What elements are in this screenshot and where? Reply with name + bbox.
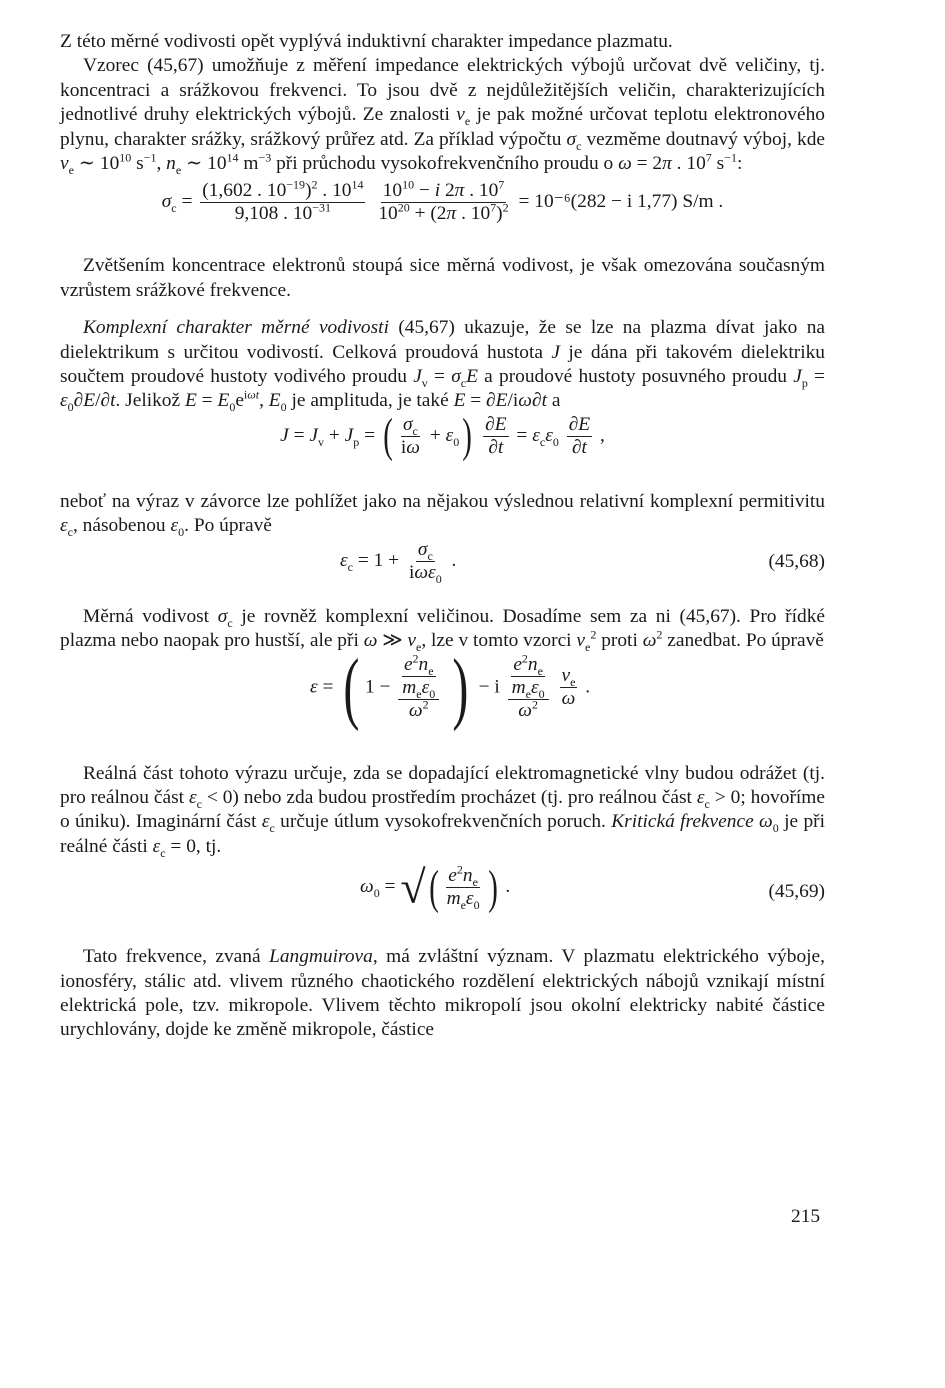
paragraph-2: Vzorec (45,67) umožňuje z měření impedance elektrických výbojů určovat dvě veličiny, tj. koncentraci a srážkovou frekvenci. To jsou dvě z nejdůležitějších veličin, charakterizujících jednotlivé druhy elektrických výbojů. Ze znalosti $\nu_e$ je pak možné určovat teplotu elektronového plynu, charakter srážky, srážkový průřez atd. Za příklad výpočtu $\sigma_c$ vezměme doutnavý výboj, kde $\nu_e$ ∼ $10^{10}$ $s^{-1}$, $n_e$ ∼ $10^{14}$ $m^{-3}$ při průchodu vysokofrekvenčního proudu o ω = 2π . $10^7$ $s^{-1}$: — [60, 55, 826, 177]
paragraph-7: Reálná část tohoto výrazu určuje, zda se dopadající elektromagnetické vlny budou odrážet (tj. pro reálnou část $\varepsilon_c < 0$) nebo zda budou prostředím procházet (tj. pro reálnou část $\varepsilon_c > 0$; hovoříme o úniku). Imaginární část $\varepsilon_c$ určuje útlum vysokofrekvenčních poruch. Kritická frekvence $\omega_0$ je při reálné části $\varepsilon_c = 0$, tj. — [60, 762, 825, 860]
page-body — [60, 30, 825, 1043]
equation-current-density: $J = J_v + J_p$ = ( $\frac{\sigma_c}{i\omega}$ + $\varepsilon_0$) $\frac{\partial E}{\partial t}$ = $\varepsilon_c\varepsilon_0$ $\frac{\partial E}{\partial t}$ , — [280, 409, 605, 463]
paragraph-3: Zvětšením koncentrace elektronů stoupá sice měrná vodivost, je však omezována současným vzrůstem srážkové frekvence. — [60, 255, 825, 301]
paragraph-5: neboť na výraz v závorce lze pohlížet jako na nějakou výslednou relativní komplexní permitivitu $\varepsilon_c$, násobenou $\varepsilon_0$. Po úpravě — [60, 490, 825, 540]
paragraph-8: Tato frekvence, zvaná Langmuirova, má zvláštní význam. V plazmatu elektrického výboje, ionosféry, stálic atd. vlivem různého chaotického rozdělení elektrických nábojů vznikají místní elektrická pole, tzv. mikropole. Vlivem těchto mikropolí jsou okolní elektricky nabité částice urychlovány, dojde ke změně mikropole, částice — [60, 946, 825, 1041]
equation-number: (45,68) — [768, 550, 825, 572]
paragraph-1: Z této měrné vodivosti opět vyplývá induktivní charakter impedance plazmatu. — [60, 31, 673, 52]
equation-45-69: $\omega_0$ = √( $\frac{e^2n_e}{m_e\varepsilon_0}$ ) . (45,69) — [360, 860, 825, 914]
equation-number: (45,69) — [768, 881, 825, 903]
paragraph-4: Komplexní charakter měrné vodivosti (45,67) ukazuje, že se lze na plazma dívat jako na dielektrikum s určitou vodivostí. Celková proudová hustota J je dána při takovém dielektriku součtem proudové hustoty vodivého proudu $J_v = \sigma_cE$ a proudové hustoty posuvného proudu $J_p = \varepsilon_0\partial E/\partial t$. Jelikož $E = E_0e^{i\omega t}$, $E_0$ je amplituda, je také E = ∂E/iω∂t a — [60, 317, 826, 415]
equation-sigma-example: $\sigma_c$ = $\frac{(1,602 . 10^{-19})^2 . 10^{14}}{9,108 . 10^{-31}}$ $\frac{10^{10} - i 2\pi . 10^7}{10^{20} + (2\pi . 10^7)^2}$ = 10⁻⁶(282 − i 1,77) S/m . — [161, 177, 724, 225]
equation-epsilon: ε = ( 1 − $\frac{\frac{e^2n_e}{m_e\varepsilon_0}}{\omega^2}$ ) − i $\frac{\frac{e^2n_e}{m_e\varepsilon_0}}{\omega^2}$ $\frac{\nu_e}{\omega}$ . — [310, 643, 591, 732]
paragraph-6: Měrná vodivost $\sigma_c$ je rovněž komplexní veličinou. Dosadíme sem za ni (45,67). Pro řídké plazma nebo naopak pro hustší, ale při ω ≫ $\nu_e$, lze v tomto vzorci $\nu_e^2$ proti $\omega^2$ zanedbat. Po úpravě — [60, 605, 826, 654]
page-number: 215 — [791, 1206, 821, 1227]
equation-45-68: $\varepsilon_c = 1$ + $\frac{\sigma_c}{i\omega\varepsilon_0}$ . (45,68) — [340, 538, 825, 586]
